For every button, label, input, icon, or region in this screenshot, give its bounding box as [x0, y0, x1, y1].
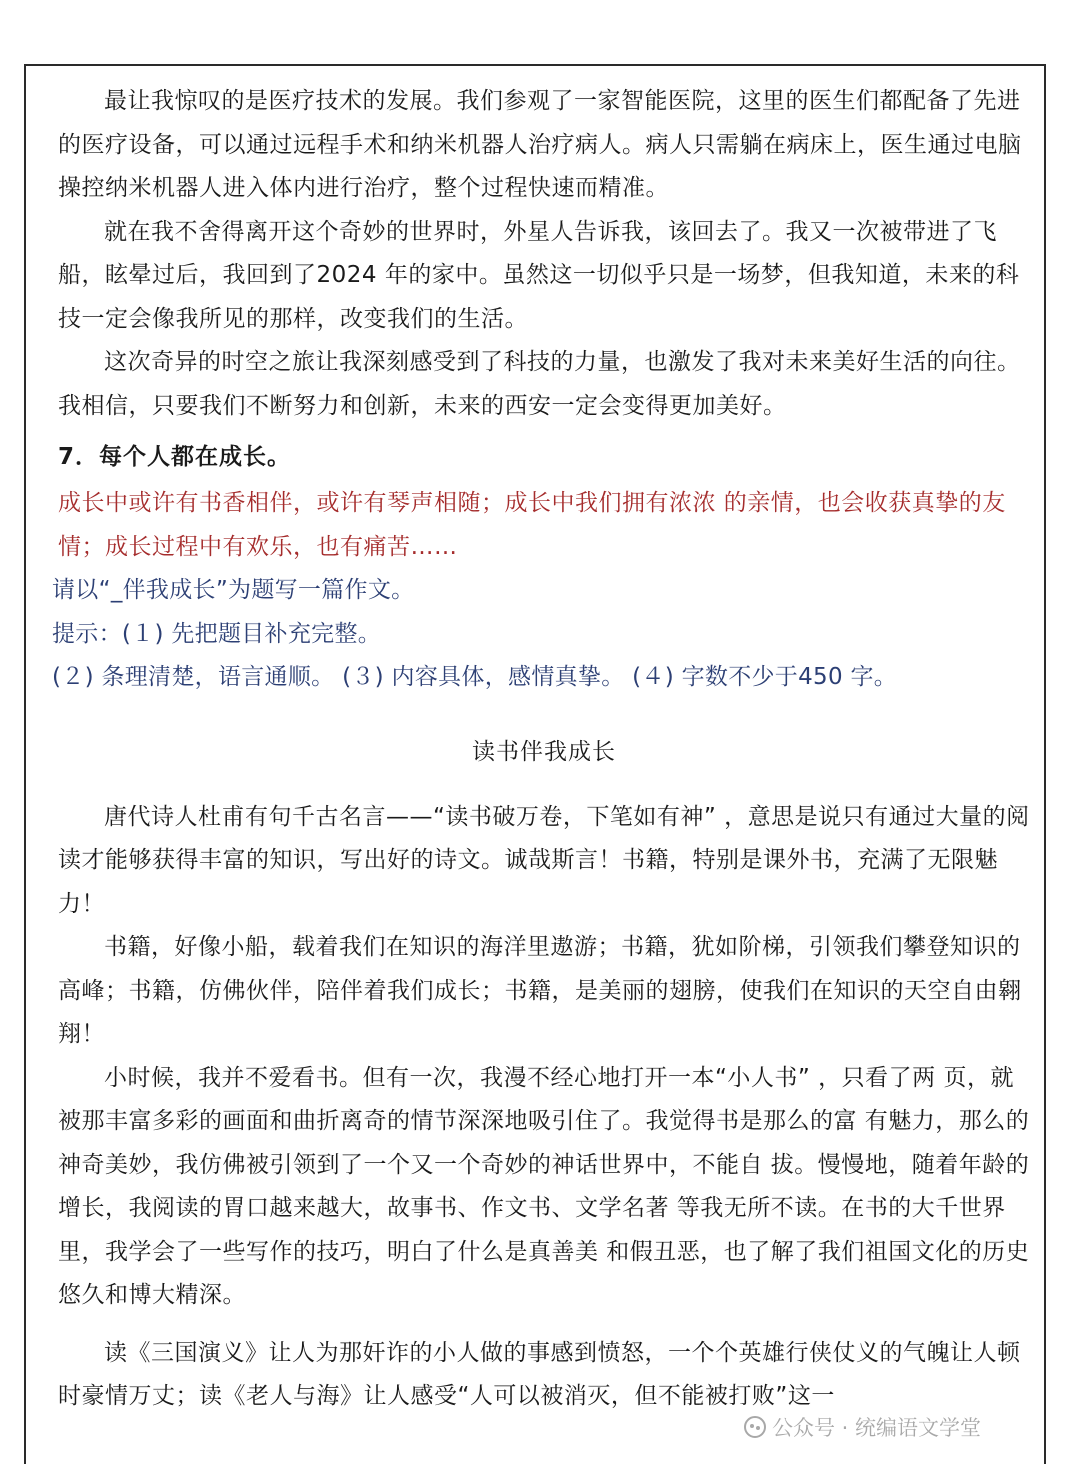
hint-line: 提示：(１) 先把题目补充完整。 [52, 620, 382, 647]
body-paragraph: 这次奇异的时空之旅让我深刻感受到了科技的力量，也激发了我对未来美好生活的向往。我相信，只要我们不断努力和创新，未来的西安一定会变得更加美好。 [58, 349, 1021, 419]
question-title: 7．每个人都在成长。 [58, 444, 292, 470]
watermark-text: 公众号 · 统编语文学堂 [772, 1416, 982, 1440]
wechat-official-account-icon [744, 1416, 766, 1438]
essay-paragraph: 书籍，好像小船，载着我们在知识的海洋里遨游；书籍，犹如阶梯，引领我们攀登知识的高峰；书籍，仿佛伙伴，陪伴着我们成长；书籍，是美丽的翅膀，使我们在知识的天空自由翱翔！ [58, 934, 1022, 1047]
body-paragraph: 就在我不舍得离开这个奇妙的世界时，外星人告诉我，该回去了。我又一次被带进了飞船，眩晕过后，我回到了2024 年的家中。虽然这一切似乎只是一场梦，但我知道，未来的科技一定会像我所见的那样，改变我们的生活。 [58, 218, 1020, 332]
essay-paragraph: 唐代诗人杜甫有句千古名言——“读书破万卷，下笔如有神” ，意思是说只有通过大量的阅读才能够获得丰富的知识，写出好的诗文。诚哉斯言！书籍，特别是课外书，充满了无限魅力！ [58, 803, 1030, 917]
instruction-line: 请以“_伴我成长”为题写一篇作文。 [52, 577, 415, 603]
hint-line: (２) 条理清楚，语言通顺。 (３) 内容具体，感情真挚。 (４) 字数不少于450 字。 [52, 664, 898, 690]
body-paragraph: 最让我惊叹的是医疗技术的发展。我们参观了一家智能医院，这里的医生们都配备了先进的医疗设备，可以通过远程手术和纳米机器人治疗病人。病人只需躺在病床上，医生通过电脑操控纳米机器人进入体内进行治疗，整个过程快速而精准。 [58, 88, 1022, 201]
document-body [52, 80, 1030, 1419]
question-prompt: 成长中或许有书香相伴，或许有琴声相随；成长中我们拥有浓浓 的亲情，也会收获真挚的友情；成长过程中有欢乐，也有痛苦…… [58, 490, 1006, 560]
essay-paragraph: 小时候，我并不爱看书。但有一次，我漫不经心地打开一本“小人书” ，只看了两 页，就被那丰富多彩的画面和曲折离奇的情节深深地吸引住了。我觉得书是那么的富 有魅力，那么的神奇美妙，我仿佛被引领到了一个又一个奇妙的神话世界中，不能自 拔。慢慢地，随着年龄的增长，我阅读的胃口越来越大，故事书、作文书、文学名著 等我无所不读。在书的大千世界里，我学会了一些写作的技巧，明白了什么是真善美 和假丑恶，也了解了我们祖国文化的历史悠久和博大精深。 [58, 1064, 1030, 1308]
question-instructions [52, 569, 1030, 700]
essay-title: 读书伴我成长 [472, 738, 616, 765]
essay-paragraph: 读《三国演义》让人为那奸诈的小人做的事感到愤怒，一个个英雄行侠仗义的气魄让人顿时豪情万丈；读《老人与海》让人感受“人可以被消灭，但不能被打败”这一 [58, 1339, 1021, 1409]
watermark [744, 1412, 981, 1442]
